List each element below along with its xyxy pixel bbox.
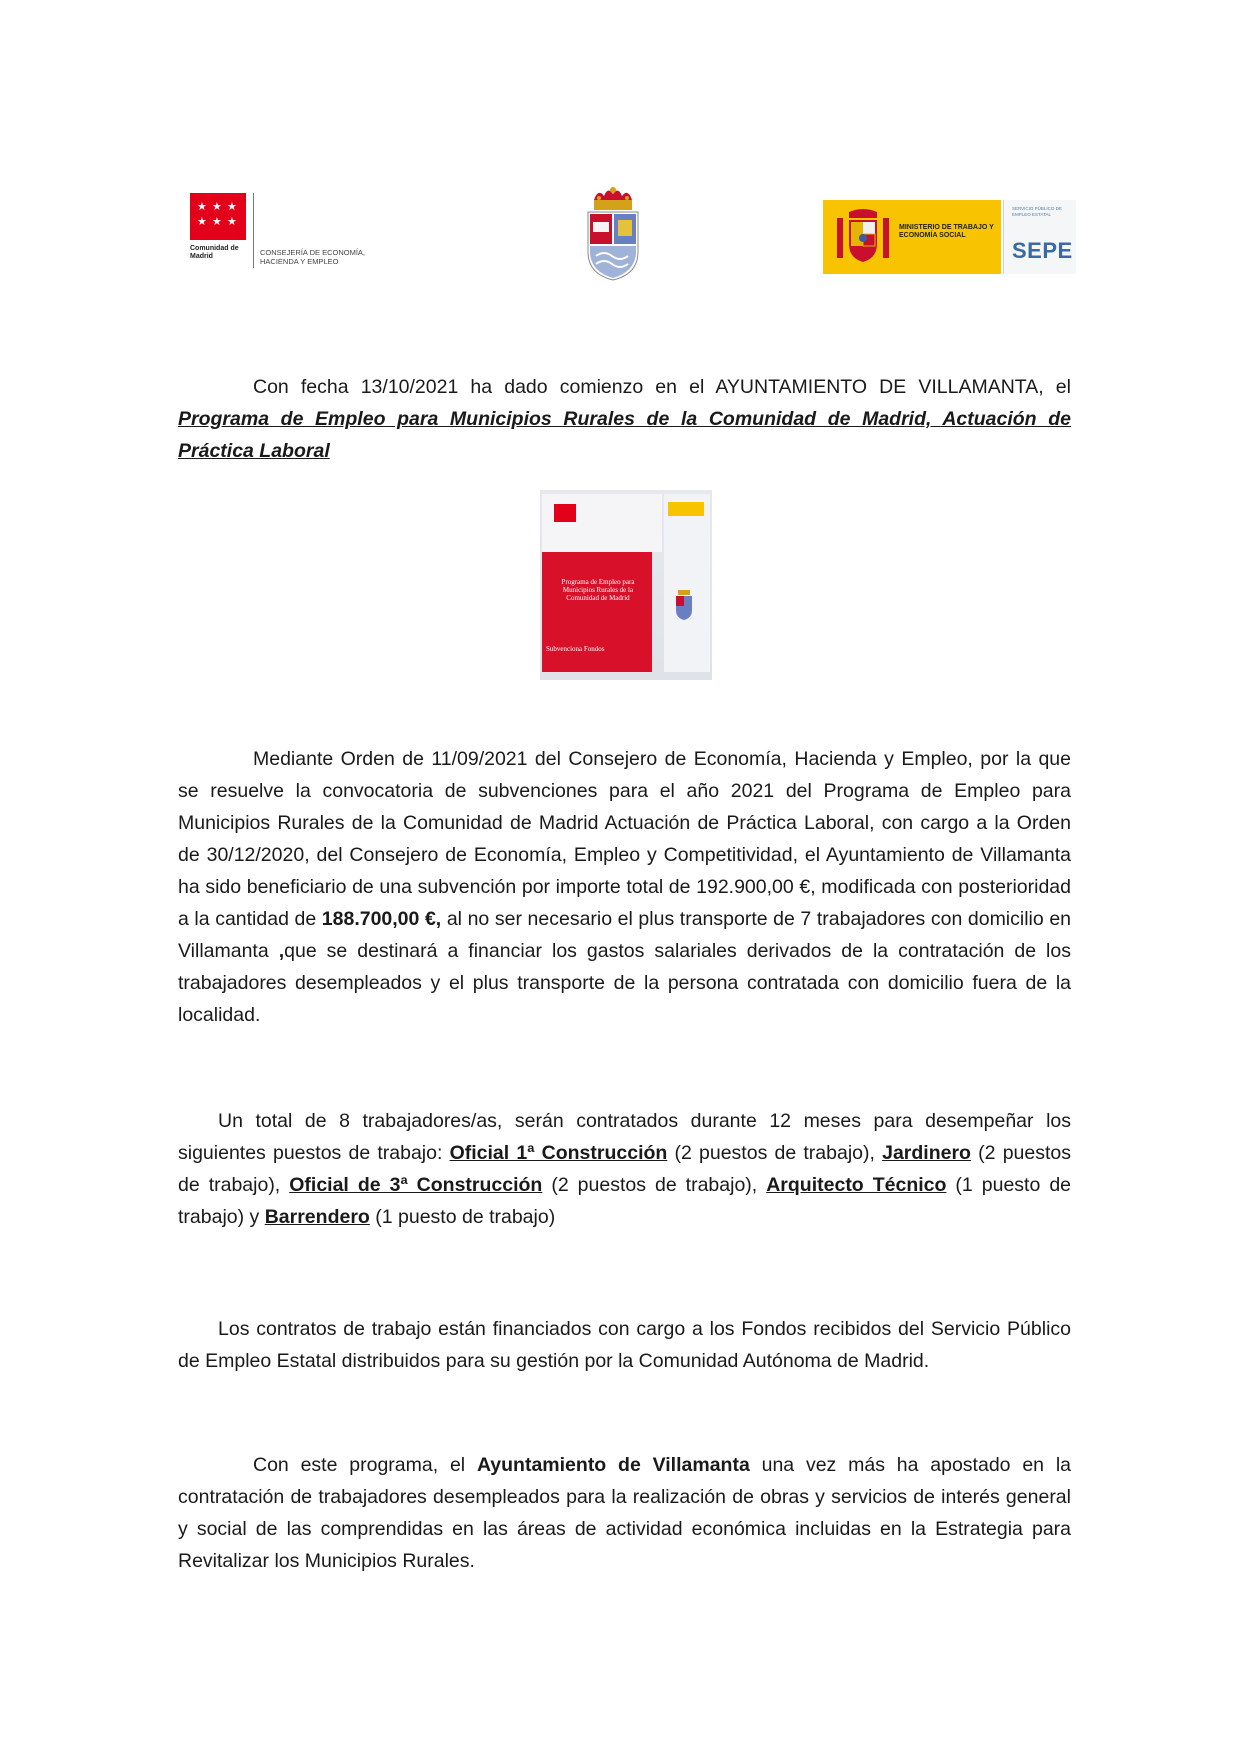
poster-title: Programa de Empleo para Municipios Rurales de la Comunidad de Madrid — [561, 578, 635, 602]
job-oficial-3: Oficial de 3ª Construcción — [289, 1174, 543, 1196]
program-poster-photo — [540, 490, 712, 680]
logo-divider — [253, 193, 254, 268]
job-jardinero-note: (2 puestos de trabajo), — [178, 1142, 1071, 1196]
order-text-1: Mediante Orden de 11/09/2021 del Consejero de Economía, Hacienda y Empleo, por la que se resuelve la convocatoria de subvenciones para el año 2021 del Programa de Empleo para Municipios Rurales de la Comunidad de Madrid Actuación de Práctica Laboral, con cargo a la Orden de 30/12/2020, del Consejero de Economía, Empleo y Competitividad, el Ayuntamiento de Villamanta ha sido beneficiario de una subvención por importe total de 192.900,00 €, modificada con posterioridad a la cantidad de — [178, 748, 1071, 930]
sepe-acronym: SEPE — [1012, 238, 1073, 263]
jobs-lead-text: Un total de 8 trabajadores/as, serán contratados durante 12 meses para desempeñar los siguientes puestos de trabajo: — [178, 1110, 1071, 1164]
madrid-flag-icon — [554, 504, 576, 522]
spain-government-logo-icon — [668, 502, 704, 516]
closing-lead: Con este programa, el — [253, 1454, 477, 1476]
poster-footer: Subvenciona Fondos — [546, 645, 605, 653]
order-text-2: al no ser necesario el plus transporte de 7 trabajadores con domicilio en Villamanta — [178, 908, 1072, 962]
villamanta-crest-icon — [674, 590, 694, 620]
ministerio-name: MINISTERIO DE TRABAJO Y ECONOMÍA SOCIAL — [899, 224, 994, 239]
funding-text: Los contratos de trabajo están financiados con cargo a los Fondos recibidos del Servicio Público de Empleo Estatal distribuidos para su gestión por la Comunidad Autónoma de Madrid. — [178, 1318, 1071, 1372]
spain-coat-of-arms-icon — [835, 208, 891, 266]
job-oficial-1: Oficial 1ª Construcción — [449, 1142, 668, 1164]
modified-amount: 188.700,00 €, — [321, 908, 442, 930]
order-text-3: que se destinará a financiar los gastos salariales derivados de la contratación de los trabajadores desempleados y el plus transporte de la persona contratada con domicilio fuera de la localidad. — [178, 940, 1071, 1026]
job-arquitecto-tecnico-note: (1 puesto de trabajo) y — [178, 1174, 1072, 1228]
consejeria-name: CONSEJERÍA DE ECONOMÍA, HACIENDA Y EMPLEO — [260, 248, 366, 266]
job-barrendero-note: (1 puesto de trabajo) — [369, 1206, 556, 1228]
comunidad-madrid-logo — [190, 193, 395, 273]
intro-lead-text: Con fecha 13/10/2021 ha dado comienzo en el AYUNTAMIENTO DE VILLAMANTA, el — [253, 376, 1071, 398]
jobs-paragraph — [178, 1105, 1071, 1233]
job-arquitecto-tecnico: Arquitecto Técnico — [766, 1174, 947, 1196]
villamanta-crest-icon — [584, 186, 642, 282]
madrid-flag-icon: ★ ★ ★ ★ ★ ★ — [190, 193, 246, 240]
funding-paragraph — [178, 1313, 1071, 1377]
ministerio-sepe-logo — [823, 200, 1075, 274]
job-barrendero: Barrendero — [264, 1206, 370, 1228]
order-paragraph — [178, 743, 1071, 1031]
order-comma: , — [278, 940, 285, 962]
job-jardinero: Jardinero — [882, 1142, 971, 1164]
program-title: Programa de Empleo para Municipios Rurales de la Comunidad de Madrid, Actuación de Práctica Laboral — [178, 408, 1071, 462]
closing-text: una vez más ha apostado en la contratación de trabajadores desempleados para la realización de obras y servicios de interés general y social de las comprendidas en las áreas de actividad económica incluidas en la Estrategia para Revitalizar los Municipios Rurales. — [178, 1454, 1072, 1572]
closing-paragraph — [178, 1449, 1071, 1577]
closing-entity: Ayuntamiento de Villamanta — [476, 1454, 750, 1476]
job-oficial-1-note: (2 puestos de trabajo), — [667, 1142, 883, 1164]
comunidad-madrid-name: Comunidad de Madrid — [190, 245, 239, 260]
job-oficial-3-note: (2 puestos de trabajo), — [542, 1174, 767, 1196]
intro-paragraph — [178, 371, 1071, 467]
sepe-full-name: SERVICIO PÚBLICO DE EMPLEO ESTATAL — [1012, 206, 1062, 217]
